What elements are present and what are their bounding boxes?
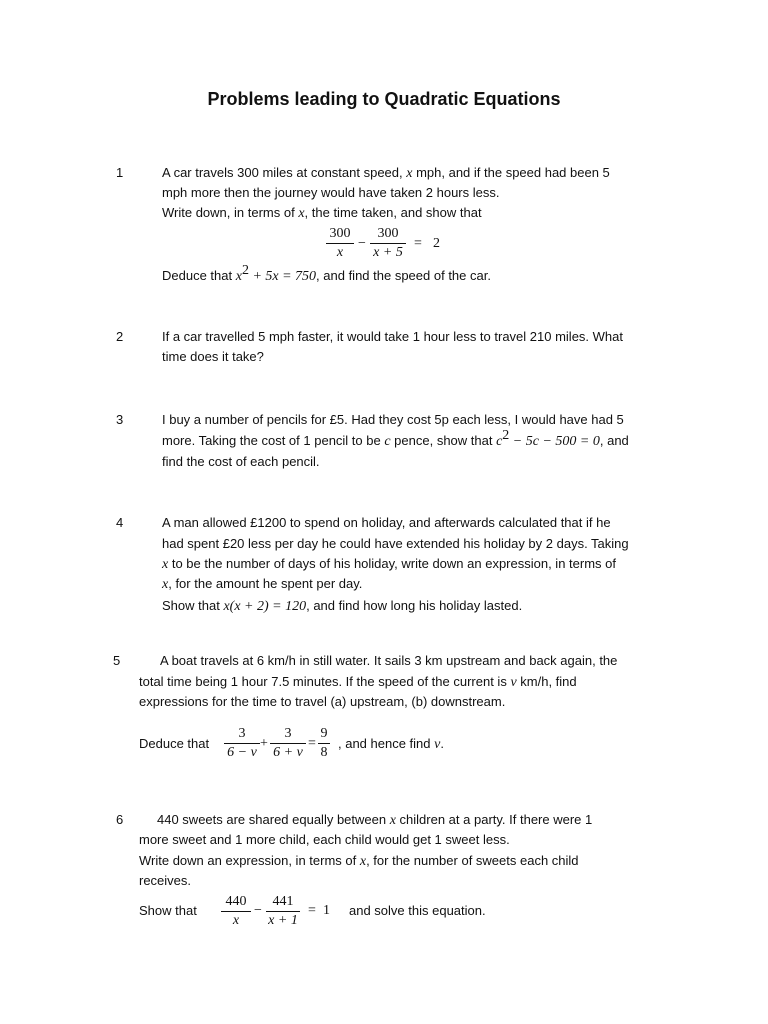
rhs-value: 1 bbox=[323, 903, 330, 918]
problem-text-line: time does it take? bbox=[162, 349, 264, 364]
problem-text-line: x to be the number of days of his holiday, write down an expression, in terms of bbox=[162, 556, 616, 572]
problem-text-line: , and hence find v. bbox=[338, 736, 444, 752]
minus-sign: − bbox=[254, 903, 262, 918]
problem-number: 1 bbox=[116, 165, 124, 180]
problem-text-line: Show that x(x + 2) = 120, and find how long his holiday lasted. bbox=[162, 598, 523, 614]
problem-number: 5 bbox=[113, 653, 121, 668]
problem-number: 2 bbox=[116, 329, 124, 344]
fraction: 9 8 bbox=[318, 725, 330, 762]
fraction: 3 6 + v bbox=[270, 725, 306, 762]
fraction: 3 6 − v bbox=[224, 725, 260, 762]
problem-text-line: expressions for the time to travel (a) upstream, (b) downstream. bbox=[139, 694, 506, 709]
rhs-value: 2 bbox=[433, 236, 440, 251]
show-label: Show that bbox=[139, 903, 197, 918]
problem-text-line: Write down an expression, in terms of x, for the number of sweets each child bbox=[139, 853, 579, 869]
problem-text-line: I buy a number of pencils for £5. Had they cost 5p each less, I would have had 5 bbox=[162, 412, 624, 427]
equals-sign: = bbox=[308, 736, 316, 751]
problem-number: 3 bbox=[116, 412, 124, 427]
problem-text-line: more sweet and 1 more child, each child would get 1 sweet less. bbox=[139, 832, 510, 847]
problem-text-line: receives. bbox=[139, 873, 192, 888]
problem-text-line: 440 sweets are shared equally between x children at a party. If there were 1 bbox=[157, 812, 593, 828]
problem-text-line: mph more then the journey would have taken 2 hours less. bbox=[162, 185, 500, 200]
problem-text-line: find the cost of each pencil. bbox=[162, 454, 320, 469]
page-title: Problems leading to Quadratic Equations bbox=[207, 89, 561, 109]
problem-number: 6 bbox=[116, 812, 124, 827]
problem-text-line: had spent £20 less per day he could have extended his holiday by 2 days. Taking bbox=[162, 536, 629, 551]
problem-text-line: x, for the amount he spent per day. bbox=[162, 576, 363, 592]
plus-sign: + bbox=[260, 736, 268, 751]
fraction: 300 x bbox=[326, 225, 354, 262]
minus-sign: − bbox=[358, 236, 366, 251]
fraction: 440 x bbox=[221, 893, 251, 930]
problem-text-line: A car travels 300 miles at constant speed, x mph, and if the speed had been 5 bbox=[162, 165, 610, 181]
problem-text-line: Write down, in terms of x, the time taken, and show that bbox=[162, 205, 482, 221]
problem-text-line: A boat travels at 6 km/h in still water. It sails 3 km upstream and back again, the bbox=[160, 653, 618, 668]
equals-sign: = bbox=[308, 903, 316, 918]
deduce-label: Deduce that bbox=[139, 736, 210, 751]
fraction: 441 x + 1 bbox=[266, 893, 300, 930]
equals-sign: = bbox=[414, 236, 422, 251]
fraction: 300 x + 5 bbox=[370, 225, 406, 262]
problem-text-line: Deduce that $x^2 + 5x = 750$, and find the speed of the car. bbox=[162, 263, 491, 284]
problem-text-line: more. Taking the cost of 1 pencil to be c pence, show that $c^2 - 5c - 500 = 0$, and bbox=[162, 428, 629, 449]
problem-text-line: and solve this equation. bbox=[349, 903, 486, 918]
problem-text-line: total time being 1 hour 7.5 minutes. If the speed of the current is v km/h, find bbox=[139, 674, 577, 690]
problem-text-line: If a car travelled 5 mph faster, it would take 1 hour less to travel 210 miles. What bbox=[162, 329, 623, 344]
problem-text-line: A man allowed £1200 to spend on holiday, and afterwards calculated that if he bbox=[162, 515, 611, 530]
problem-number: 4 bbox=[116, 515, 124, 530]
